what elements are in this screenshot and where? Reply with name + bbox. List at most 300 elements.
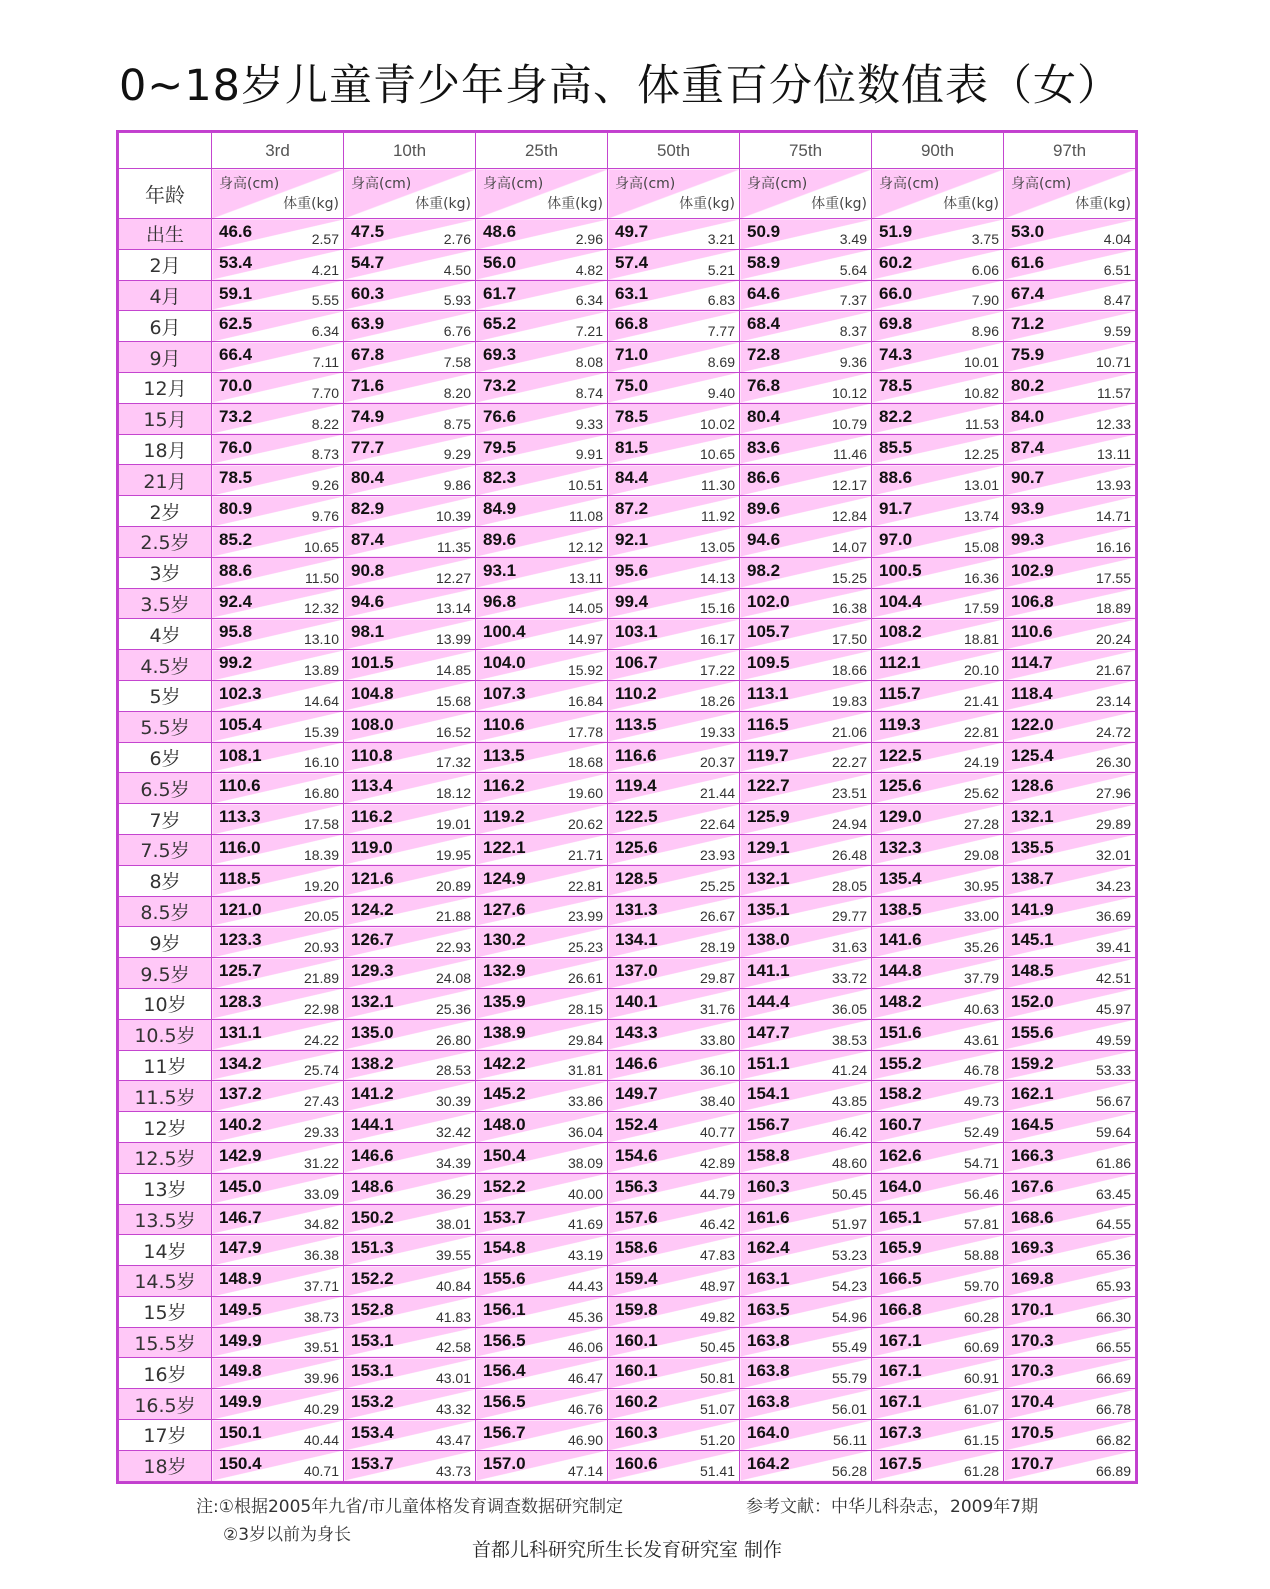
table-row xyxy=(119,650,1136,681)
age-cell: 11.5岁 xyxy=(119,1081,212,1112)
height-value: 85.5 xyxy=(879,437,913,457)
percentile-value-cell xyxy=(1004,1142,1136,1173)
height-value: 169.8 xyxy=(1011,1269,1054,1289)
table-row xyxy=(119,1296,1136,1327)
height-value: 67.4 xyxy=(1011,283,1045,303)
percentile-value-cell xyxy=(608,988,740,1019)
percentile-value-cell xyxy=(212,988,344,1019)
weight-value: 59.64 xyxy=(1095,1123,1131,1140)
percentile-header: 25th xyxy=(476,133,608,169)
age-cell: 4月 xyxy=(119,280,212,311)
height-value: 50.9 xyxy=(747,222,781,241)
weight-value: 18.39 xyxy=(303,846,339,863)
percentile-value-cell xyxy=(344,1450,476,1481)
weight-value: 6.06 xyxy=(971,261,999,278)
percentile-value-cell xyxy=(476,927,608,958)
height-value: 141.2 xyxy=(351,1084,394,1104)
weight-value: 40.29 xyxy=(303,1401,339,1418)
height-value: 153.7 xyxy=(351,1453,394,1473)
percentile-table-container xyxy=(116,130,1138,1484)
height-value: 100.5 xyxy=(879,560,922,580)
height-value: 113.4 xyxy=(351,776,393,796)
height-value: 93.1 xyxy=(483,560,517,580)
age-cell: 18月 xyxy=(119,434,212,465)
percentile-value-cell xyxy=(872,557,1004,588)
weight-value: 9.40 xyxy=(707,384,735,401)
percentile-value-cell xyxy=(1004,1050,1136,1081)
weight-value: 51.07 xyxy=(699,1401,735,1418)
percentile-value-cell xyxy=(608,927,740,958)
weight-unit-label: 体重(kg) xyxy=(1075,196,1131,212)
height-value: 152.4 xyxy=(615,1115,658,1135)
unit-header-cell xyxy=(476,169,608,219)
weight-value: 16.36 xyxy=(963,569,999,586)
percentile-value-cell xyxy=(212,1142,344,1173)
percentile-value-cell xyxy=(344,526,476,557)
weight-value: 27.28 xyxy=(963,815,999,832)
percentile-value-cell xyxy=(1004,804,1136,835)
weight-value: 36.10 xyxy=(699,1062,735,1079)
weight-value: 39.51 xyxy=(303,1339,339,1356)
height-value: 154.8 xyxy=(483,1238,526,1258)
weight-value: 20.10 xyxy=(963,661,999,678)
percentile-value-cell xyxy=(872,834,1004,865)
height-value: 97.0 xyxy=(879,529,913,549)
height-value: 71.6 xyxy=(351,375,385,395)
percentile-value-cell xyxy=(608,804,740,835)
weight-value: 15.08 xyxy=(963,538,999,555)
height-value: 80.4 xyxy=(351,468,385,488)
percentile-value-cell xyxy=(740,1266,872,1297)
height-value: 145.1 xyxy=(1011,930,1054,950)
height-value: 148.2 xyxy=(879,991,922,1011)
age-cell: 12月 xyxy=(119,372,212,403)
weight-value: 17.59 xyxy=(963,600,999,617)
weight-value: 11.08 xyxy=(569,507,603,524)
height-value: 151.6 xyxy=(879,1022,922,1042)
height-value: 103.1 xyxy=(615,622,658,642)
weight-value: 46.78 xyxy=(963,1062,999,1079)
weight-value: 24.19 xyxy=(963,754,999,771)
height-value: 148.5 xyxy=(1011,961,1054,981)
percentile-value-cell xyxy=(608,280,740,311)
weight-value: 50.81 xyxy=(699,1370,735,1387)
height-value: 162.6 xyxy=(879,1145,922,1165)
percentile-value-cell xyxy=(476,742,608,773)
percentile-value-cell xyxy=(212,865,344,896)
weight-value: 50.45 xyxy=(699,1339,735,1356)
weight-value: 10.12 xyxy=(831,384,867,401)
percentile-value-cell xyxy=(740,1296,872,1327)
percentile-value-cell xyxy=(476,465,608,496)
height-value: 76.6 xyxy=(483,406,517,426)
weight-value: 18.81 xyxy=(963,631,999,648)
height-value: 149.9 xyxy=(219,1330,262,1350)
weight-value: 66.30 xyxy=(1095,1308,1131,1325)
weight-value: 14.13 xyxy=(699,569,735,586)
height-value: 119.2 xyxy=(483,807,525,827)
weight-value: 6.51 xyxy=(1103,261,1131,278)
weight-value: 23.99 xyxy=(567,908,603,925)
age-cell: 6岁 xyxy=(119,742,212,773)
weight-value: 13.93 xyxy=(1095,477,1131,494)
height-value: 89.6 xyxy=(483,529,517,549)
weight-value: 21.06 xyxy=(831,723,867,740)
weight-value: 2.96 xyxy=(575,230,603,247)
percentile-value-cell xyxy=(1004,1019,1136,1050)
percentile-value-cell xyxy=(872,1358,1004,1389)
percentile-value-cell xyxy=(608,1266,740,1297)
percentile-value-cell xyxy=(1004,1389,1136,1420)
height-value: 121.0 xyxy=(219,899,262,919)
weight-value: 13.05 xyxy=(699,538,735,555)
height-value: 106.8 xyxy=(1011,591,1054,611)
height-value: 134.2 xyxy=(219,1053,262,1073)
percentile-value-cell xyxy=(212,342,344,373)
weight-value: 25.74 xyxy=(303,1062,339,1079)
height-value: 169.3 xyxy=(1011,1238,1054,1258)
height-value: 159.2 xyxy=(1011,1053,1054,1073)
percentile-value-cell xyxy=(344,588,476,619)
percentile-value-cell xyxy=(740,1173,872,1204)
percentile-value-cell xyxy=(1004,896,1136,927)
percentile-value-cell xyxy=(740,1358,872,1389)
percentile-value-cell xyxy=(872,1173,1004,1204)
height-unit-label: 身高(cm) xyxy=(219,176,280,192)
percentile-value-cell xyxy=(476,711,608,742)
height-value: 119.3 xyxy=(879,714,921,734)
height-value: 51.9 xyxy=(879,222,913,241)
footnote-2: ②3岁以前为身长 xyxy=(223,1525,352,1545)
percentile-value-cell xyxy=(344,650,476,681)
height-value: 127.6 xyxy=(483,899,526,919)
percentile-value-cell xyxy=(608,834,740,865)
height-value: 78.5 xyxy=(879,375,913,395)
percentile-value-cell xyxy=(344,1142,476,1173)
height-value: 122.7 xyxy=(747,776,790,796)
table-row xyxy=(119,988,1136,1019)
percentile-value-cell xyxy=(872,1420,1004,1451)
table-row xyxy=(119,834,1136,865)
percentile-value-cell xyxy=(608,1081,740,1112)
height-value: 167.3 xyxy=(879,1423,922,1443)
height-value: 142.2 xyxy=(483,1053,526,1073)
age-cell: 21月 xyxy=(119,465,212,496)
percentile-value-cell xyxy=(212,1296,344,1327)
weight-value: 55.49 xyxy=(831,1339,867,1356)
percentile-value-cell xyxy=(872,1450,1004,1481)
percentile-value-cell xyxy=(476,773,608,804)
percentile-value-cell xyxy=(740,280,872,311)
percentile-value-cell xyxy=(344,865,476,896)
table-row xyxy=(119,465,1136,496)
weight-value: 26.67 xyxy=(699,908,735,925)
weight-value: 16.16 xyxy=(1095,538,1131,555)
height-value: 149.5 xyxy=(219,1299,262,1319)
percentile-value-cell xyxy=(608,1142,740,1173)
age-cell: 9.5岁 xyxy=(119,958,212,989)
height-value: 65.2 xyxy=(483,314,517,334)
percentile-value-cell xyxy=(344,1266,476,1297)
height-value: 124.9 xyxy=(483,868,526,888)
height-value: 84.9 xyxy=(483,499,517,519)
percentile-value-cell xyxy=(872,1142,1004,1173)
weight-value: 33.80 xyxy=(699,1031,735,1048)
height-value: 158.2 xyxy=(879,1084,922,1104)
height-value: 125.6 xyxy=(615,837,658,857)
height-value: 53.4 xyxy=(219,252,253,272)
weight-value: 18.89 xyxy=(1095,600,1131,617)
height-value: 66.4 xyxy=(219,345,253,365)
weight-value: 41.69 xyxy=(567,1216,603,1233)
percentile-value-cell xyxy=(344,773,476,804)
weight-value: 19.01 xyxy=(435,815,471,832)
height-value: 132.1 xyxy=(747,868,790,888)
height-value: 163.1 xyxy=(747,1269,790,1289)
table-row xyxy=(119,1081,1136,1112)
table-row xyxy=(119,249,1136,280)
percentile-value-cell xyxy=(476,1296,608,1327)
percentile-value-cell xyxy=(476,834,608,865)
weight-value: 14.97 xyxy=(567,631,603,648)
percentile-value-cell xyxy=(344,403,476,434)
weight-value: 56.46 xyxy=(963,1185,999,1202)
percentile-value-cell xyxy=(212,280,344,311)
percentile-value-cell xyxy=(608,1389,740,1420)
percentile-value-cell xyxy=(872,1081,1004,1112)
weight-value: 54.23 xyxy=(831,1277,867,1294)
weight-value: 43.85 xyxy=(831,1093,867,1110)
height-value: 82.9 xyxy=(351,499,385,519)
weight-value: 6.83 xyxy=(707,292,735,309)
percentile-value-cell xyxy=(212,711,344,742)
percentile-value-cell xyxy=(476,496,608,527)
percentile-value-cell xyxy=(608,680,740,711)
percentile-value-cell xyxy=(476,1204,608,1235)
percentile-value-cell xyxy=(740,927,872,958)
percentile-value-cell xyxy=(212,1266,344,1297)
height-value: 99.3 xyxy=(1011,529,1045,549)
height-value: 53.0 xyxy=(1011,222,1045,241)
age-cell: 5.5岁 xyxy=(119,711,212,742)
percentile-value-cell xyxy=(1004,1173,1136,1204)
height-value: 88.6 xyxy=(879,468,913,488)
weight-value: 40.44 xyxy=(303,1431,339,1448)
height-value: 84.4 xyxy=(615,468,649,488)
percentile-value-cell xyxy=(608,742,740,773)
height-value: 158.8 xyxy=(747,1145,790,1165)
age-cell: 7岁 xyxy=(119,804,212,835)
weight-value: 66.69 xyxy=(1095,1370,1131,1387)
height-value: 170.5 xyxy=(1011,1423,1054,1443)
percentile-value-cell xyxy=(476,804,608,835)
weight-value: 17.22 xyxy=(699,661,735,678)
percentile-header-row xyxy=(119,133,1136,169)
height-value: 159.8 xyxy=(615,1299,658,1319)
height-value: 148.0 xyxy=(483,1115,526,1135)
height-value: 147.7 xyxy=(747,1022,790,1042)
percentile-value-cell xyxy=(740,496,872,527)
percentile-value-cell xyxy=(608,434,740,465)
height-value: 167.1 xyxy=(879,1330,922,1350)
percentile-value-cell xyxy=(344,434,476,465)
percentile-value-cell xyxy=(476,1327,608,1358)
percentile-value-cell xyxy=(1004,927,1136,958)
height-value: 144.1 xyxy=(351,1115,394,1135)
weight-value: 12.84 xyxy=(831,507,867,524)
percentile-value-cell xyxy=(212,311,344,342)
percentile-value-cell xyxy=(608,1358,740,1389)
weight-value: 49.59 xyxy=(1095,1031,1131,1048)
weight-unit-label: 体重(kg) xyxy=(679,196,735,212)
percentile-value-cell xyxy=(740,1142,872,1173)
height-value: 146.6 xyxy=(351,1145,394,1165)
percentile-value-cell xyxy=(212,1358,344,1389)
percentile-value-cell xyxy=(740,588,872,619)
height-value: 113.5 xyxy=(483,745,525,765)
percentile-value-cell xyxy=(344,465,476,496)
percentile-value-cell xyxy=(1004,219,1136,250)
weight-value: 21.67 xyxy=(1095,661,1131,678)
table-row xyxy=(119,372,1136,403)
weight-value: 3.49 xyxy=(839,230,867,247)
weight-value: 15.25 xyxy=(831,569,867,586)
height-value: 166.3 xyxy=(1011,1145,1054,1165)
weight-value: 56.67 xyxy=(1095,1093,1131,1110)
weight-value: 56.11 xyxy=(833,1431,867,1448)
height-value: 129.3 xyxy=(351,961,394,981)
table-row xyxy=(119,434,1136,465)
weight-value: 6.34 xyxy=(575,292,603,309)
percentile-value-cell xyxy=(608,496,740,527)
percentile-value-cell xyxy=(476,1173,608,1204)
weight-value: 66.82 xyxy=(1095,1431,1131,1448)
weight-value: 60.69 xyxy=(963,1339,999,1356)
height-value: 93.9 xyxy=(1011,499,1045,519)
weight-value: 40.63 xyxy=(963,1000,999,1017)
weight-value: 48.60 xyxy=(831,1154,867,1171)
weight-value: 25.62 xyxy=(963,785,999,802)
weight-value: 43.32 xyxy=(435,1401,471,1418)
height-unit-label: 身高(cm) xyxy=(483,176,544,192)
height-value: 140.2 xyxy=(219,1115,262,1135)
percentile-header: 10th xyxy=(344,133,476,169)
percentile-value-cell xyxy=(608,896,740,927)
table-row xyxy=(119,342,1136,373)
height-value: 155.6 xyxy=(1011,1022,1054,1042)
weight-value: 13.01 xyxy=(963,477,999,494)
height-value: 135.9 xyxy=(483,991,526,1011)
weight-value: 22.98 xyxy=(303,1000,339,1017)
percentile-value-cell xyxy=(1004,434,1136,465)
height-value: 79.5 xyxy=(483,437,517,457)
percentile-value-cell xyxy=(344,1389,476,1420)
age-cell: 5岁 xyxy=(119,680,212,711)
percentile-value-cell xyxy=(212,496,344,527)
height-value: 94.6 xyxy=(747,529,781,549)
weight-value: 3.75 xyxy=(971,230,999,247)
percentile-value-cell xyxy=(476,1142,608,1173)
weight-value: 24.08 xyxy=(435,969,471,986)
weight-value: 15.16 xyxy=(699,600,735,617)
unit-header-cell xyxy=(740,169,872,219)
weight-value: 29.33 xyxy=(303,1123,339,1140)
table-row xyxy=(119,773,1136,804)
percentile-value-cell xyxy=(740,619,872,650)
percentile-value-cell xyxy=(212,619,344,650)
height-value: 156.7 xyxy=(747,1115,790,1135)
age-cell: 17岁 xyxy=(119,1420,212,1451)
table-row xyxy=(119,711,1136,742)
percentile-value-cell xyxy=(872,988,1004,1019)
height-value: 62.5 xyxy=(219,314,253,334)
weight-value: 17.50 xyxy=(831,631,867,648)
table-row xyxy=(119,557,1136,588)
percentile-value-cell xyxy=(872,650,1004,681)
height-value: 85.2 xyxy=(219,529,253,549)
weight-value: 10.65 xyxy=(303,538,339,555)
weight-value: 36.04 xyxy=(567,1123,603,1140)
percentile-value-cell xyxy=(344,1204,476,1235)
percentile-value-cell xyxy=(740,1389,872,1420)
height-value: 54.7 xyxy=(351,252,385,272)
weight-value: 33.72 xyxy=(831,969,867,986)
height-value: 147.9 xyxy=(219,1238,262,1258)
height-value: 48.6 xyxy=(483,222,517,241)
age-cell: 13岁 xyxy=(119,1173,212,1204)
percentile-value-cell xyxy=(872,1204,1004,1235)
percentile-value-cell xyxy=(344,280,476,311)
weight-value: 11.57 xyxy=(1097,384,1131,401)
weight-unit-label: 体重(kg) xyxy=(811,196,867,212)
age-cell: 16岁 xyxy=(119,1358,212,1389)
height-value: 66.0 xyxy=(879,283,913,303)
height-value: 95.8 xyxy=(219,622,253,642)
height-value: 163.5 xyxy=(747,1299,790,1319)
percentile-header: 97th xyxy=(1004,133,1136,169)
height-value: 94.6 xyxy=(351,591,385,611)
height-value: 71.2 xyxy=(1011,314,1045,334)
unit-header-cell xyxy=(344,169,476,219)
weight-value: 61.15 xyxy=(963,1431,999,1448)
height-value: 98.2 xyxy=(747,560,781,580)
percentile-value-cell xyxy=(212,958,344,989)
percentile-value-cell xyxy=(740,650,872,681)
table-row xyxy=(119,1019,1136,1050)
percentile-value-cell xyxy=(1004,557,1136,588)
weight-value: 54.96 xyxy=(831,1308,867,1325)
percentile-value-cell xyxy=(1004,619,1136,650)
weight-value: 21.71 xyxy=(567,846,603,863)
weight-unit-label: 体重(kg) xyxy=(283,196,339,212)
percentile-value-cell xyxy=(476,588,608,619)
table-row xyxy=(119,1142,1136,1173)
height-value: 59.1 xyxy=(219,283,253,303)
height-value: 151.1 xyxy=(747,1053,790,1073)
percentile-value-cell xyxy=(608,1235,740,1266)
percentile-value-cell xyxy=(212,773,344,804)
weight-value: 8.22 xyxy=(311,415,339,432)
height-value: 168.6 xyxy=(1011,1207,1054,1227)
weight-value: 42.58 xyxy=(435,1339,471,1356)
age-cell: 15.5岁 xyxy=(119,1327,212,1358)
height-value: 125.9 xyxy=(747,807,790,827)
weight-value: 6.76 xyxy=(443,323,471,340)
percentile-value-cell xyxy=(740,1235,872,1266)
weight-value: 9.91 xyxy=(575,446,603,463)
height-value: 153.1 xyxy=(351,1361,394,1381)
percentile-value-cell xyxy=(740,1081,872,1112)
